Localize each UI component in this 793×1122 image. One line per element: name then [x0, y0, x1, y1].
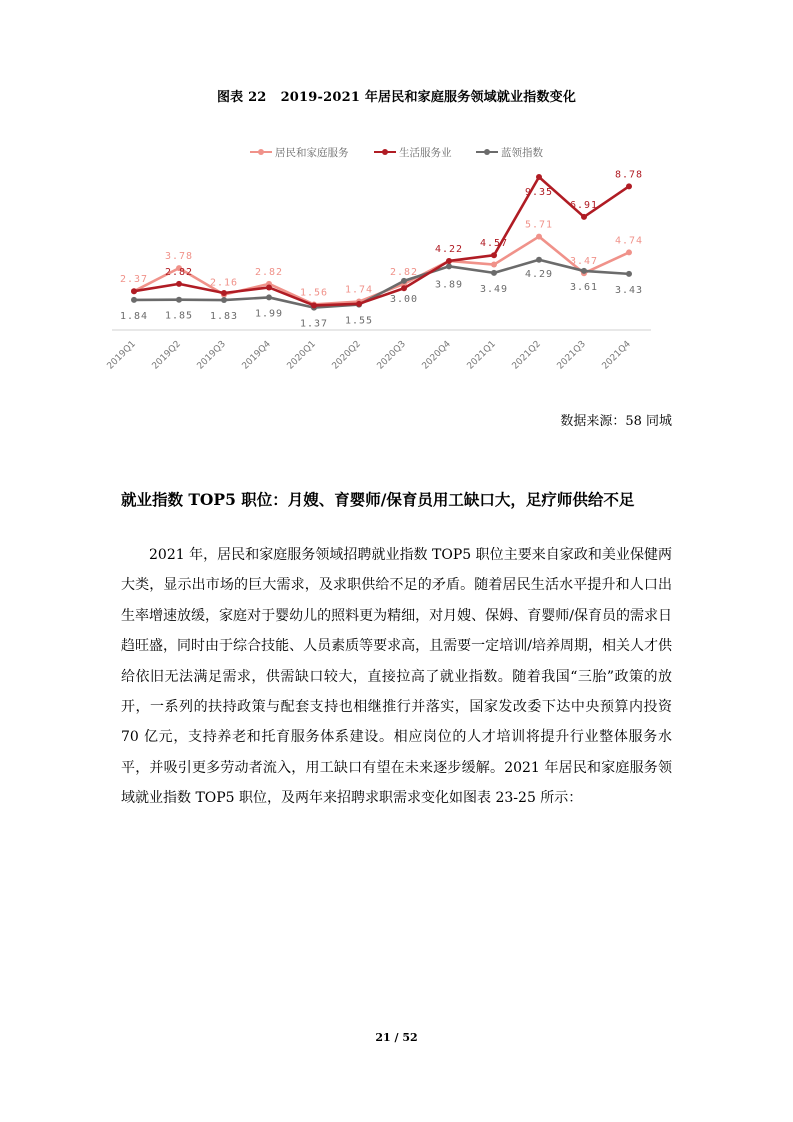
data-point	[266, 294, 272, 300]
data-point	[536, 234, 542, 240]
legend-marker	[484, 149, 490, 155]
x-axis	[106, 330, 651, 372]
data-label: 3.43	[614, 284, 644, 296]
x-tick-label: 2020Q1	[285, 339, 318, 372]
data-label: 8.78	[614, 169, 644, 181]
chart-legend	[250, 146, 543, 159]
data-point	[491, 252, 497, 258]
data-point	[221, 297, 227, 303]
data-label: 1.85	[164, 310, 194, 322]
data-label: 1.83	[209, 311, 239, 323]
x-tick-label: 2019Q4	[240, 339, 273, 372]
data-point	[221, 290, 227, 296]
data-label: 1.55	[344, 315, 374, 327]
data-point	[176, 297, 182, 303]
data-point	[581, 214, 587, 220]
figure-title	[0, 86, 793, 105]
data-point	[266, 284, 272, 290]
x-tick-label: 2020Q2	[330, 339, 363, 372]
data-label: 3.47	[569, 256, 599, 268]
data-label: 4.57	[479, 238, 509, 250]
data-label: 5.71	[524, 219, 554, 231]
data-label: 2.16	[209, 277, 239, 289]
page-current: 21	[375, 1031, 391, 1044]
data-point	[536, 174, 542, 180]
data-label: 9.35	[524, 187, 554, 198]
line-chart	[105, 135, 670, 385]
data-label: 4.74	[614, 235, 644, 247]
x-tick-label: 2019Q2	[150, 339, 183, 372]
x-tick-label: 2021Q1	[465, 339, 498, 372]
legend-marker	[258, 149, 264, 155]
section-heading: 就业指数 TOP5 职位：月嫂、育婴师/保育员用工缺口大，足疗师供给不足	[121, 490, 635, 509]
x-tick-label: 2020Q3	[375, 339, 408, 372]
data-point	[536, 257, 542, 263]
legend-marker	[382, 149, 388, 155]
data-point	[401, 278, 407, 284]
data-point	[446, 263, 452, 269]
series-line-2	[134, 260, 629, 308]
x-tick-label: 2019Q3	[195, 339, 228, 372]
x-tick-label: 2021Q2	[510, 339, 543, 372]
data-point	[131, 288, 137, 294]
series-line-0	[134, 237, 629, 305]
legend-label: 居民和家庭服务	[275, 147, 349, 159]
data-label: 2.82	[389, 266, 419, 278]
data-label: 3.89	[434, 279, 464, 291]
data-label: 1.74	[344, 284, 374, 296]
data-label: 4.22	[434, 243, 464, 255]
data-point	[581, 268, 587, 274]
figure-title-text: 2019-2021 年居民和家庭服务领域就业指数变化	[280, 90, 577, 105]
legend-label: 蓝领指数	[501, 147, 543, 159]
page-total: / 52	[394, 1031, 418, 1044]
body-paragraph: 2021 年，居民和家庭服务领域招聘就业指数 TOP5 职位主要来自家政和美业保健两大类，显示出市场的巨大需求，及求职供给不足的矛盾。随着居民生活水平提升和人口出生率增速放缓，家庭对于婴幼儿的照料更为精细，对月嫂、保姆、育婴师/保育员的需求日趋旺盛，同时由于综合技能、人员素质等要求高，且需要一定培训/培养周期，相关人才供给依旧无法满足需求，供需缺口较大，直接拉高了就业指数。随着我国“三胎”政策的放开，一系列的扶持政策与配套支持也相继推行并落实，国家发改委下达中央预算内投资 70 亿元，支持养老和托育服务体系建设。相应岗位的人才培训将提升行业整体服务水平，并吸引更多劳动者流入，用工缺口有望在未来逐步缓解。2021 年居民和家庭服务领域就业指数 TOP5 职位，及两年来招聘求职需求变化如图表 23-25 所示：	[121, 547, 672, 807]
data-label: 4.29	[524, 268, 554, 280]
data-point	[626, 183, 632, 189]
data-point	[356, 301, 362, 307]
legend-item-0	[250, 146, 349, 159]
data-label: 1.37	[299, 318, 329, 330]
data-label: 1.99	[254, 308, 284, 320]
data-source: 数据来源：58 同城	[560, 414, 672, 429]
data-point	[131, 297, 137, 303]
data-point	[311, 302, 317, 308]
page-number	[0, 1031, 793, 1044]
data-point	[401, 285, 407, 291]
x-tick-label: 2021Q4	[600, 339, 633, 372]
chart-plot-area	[120, 169, 643, 329]
data-point	[446, 258, 452, 264]
data-label: 6.91	[569, 199, 599, 211]
data-point	[491, 262, 497, 268]
data-label: 3.00	[389, 293, 419, 305]
x-tick-label: 2021Q3	[555, 339, 588, 372]
legend-item-2	[476, 146, 543, 159]
legend-label: 生活服务业	[399, 147, 452, 159]
data-point	[626, 271, 632, 277]
data-point	[176, 281, 182, 287]
data-label: 3.49	[479, 283, 509, 295]
data-label: 1.56	[299, 287, 329, 299]
legend-item-1	[374, 146, 452, 159]
data-label: 2.82	[164, 266, 194, 278]
data-label: 1.84	[119, 310, 149, 322]
figure-label: 图表 22	[216, 90, 267, 105]
data-label: 3.78	[164, 251, 194, 263]
data-label: 2.37	[119, 274, 149, 286]
x-tick-label: 2019Q1	[105, 339, 138, 372]
x-tick-label: 2020Q4	[420, 339, 453, 372]
data-label: 2.82	[254, 266, 284, 278]
data-point	[491, 270, 497, 276]
data-label: 3.61	[569, 281, 599, 293]
data-point	[626, 249, 632, 255]
